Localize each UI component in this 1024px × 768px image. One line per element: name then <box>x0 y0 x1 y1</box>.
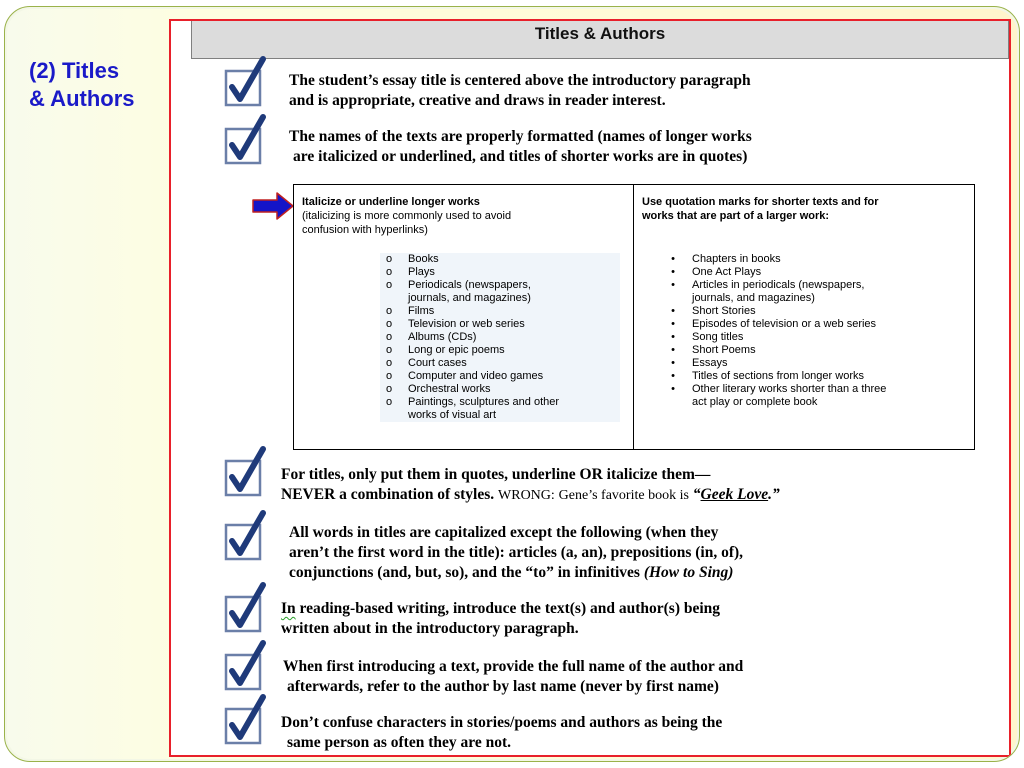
list-item-text: Periodicals (newspapers, <box>408 279 531 291</box>
rule-4 <box>289 523 743 583</box>
list-item-text: Short Stories <box>692 305 756 317</box>
list-item-text: Television or web series <box>408 318 525 330</box>
checkbox-checked-icon <box>223 445 267 499</box>
list-item <box>380 305 620 318</box>
rule-3-line-1: For titles, only put them in quotes, underline OR italicize them— <box>281 466 711 483</box>
checkbox-checked-icon <box>223 509 267 563</box>
list-bullet: • <box>671 370 675 382</box>
list-bullet: o <box>385 383 393 395</box>
list-item-text: Plays <box>408 266 435 278</box>
list-item-text: Computer and video games <box>408 370 544 382</box>
list-item-text: Books <box>408 253 439 265</box>
slide-frame <box>4 6 1020 762</box>
slide-title <box>29 57 169 113</box>
list-item <box>380 292 620 305</box>
list-item <box>664 266 964 279</box>
rule-3-book-title: Geek Love <box>700 486 769 503</box>
list-item-text: Albums (CDs) <box>408 331 477 343</box>
list-item <box>380 344 620 357</box>
list-bullet: • <box>671 344 675 356</box>
list-bullet: o <box>385 357 393 369</box>
rule-6 <box>283 657 743 697</box>
list-bullet: o <box>385 253 393 265</box>
rule-7-line-2: same person as often they are not. <box>287 734 512 751</box>
table-left-note-line-1: (italicizing is more commonly used to avoid <box>302 210 512 222</box>
longer-works-list <box>380 253 620 422</box>
table-left-heading-title: Italicize or underline longer works <box>302 196 480 208</box>
list-item-text: Other literary works shorter than a three <box>692 383 887 395</box>
list-item <box>664 331 964 344</box>
checkbox-checked-icon <box>223 113 267 167</box>
table-left-note-line-2: confusion with hyperlinks) <box>302 224 428 236</box>
title-format-table <box>293 184 975 450</box>
slide-title-line-2: & Authors <box>29 86 135 111</box>
list-item <box>664 357 964 370</box>
list-item <box>664 370 964 383</box>
checkbox-checked-icon <box>223 639 267 693</box>
list-item <box>664 279 964 292</box>
list-item-text: Titles of sections from longer works <box>692 370 864 382</box>
rule-5-first-word: In <box>281 600 296 617</box>
list-item-text: works of visual art <box>408 409 497 421</box>
list-item <box>380 279 620 292</box>
list-bullet: o <box>385 305 393 317</box>
rule-5-line-2: written about in the introductory paragraph. <box>281 620 579 637</box>
rule-1-line-1: The student’s essay title is centered above the introductory paragraph <box>289 72 751 89</box>
table-right-heading <box>642 195 879 223</box>
list-item <box>380 409 620 422</box>
list-item-text: Song titles <box>692 331 744 343</box>
rule-5-line-1-rest: reading-based writing, introduce the text(s) and author(s) being <box>295 600 721 617</box>
list-item <box>664 318 964 331</box>
list-item-text: journals, and magazines) <box>692 292 815 304</box>
list-bullet: o <box>385 266 393 278</box>
rule-4-example: (How to Sing) <box>643 564 734 581</box>
document-header: Titles & Authors <box>191 21 1009 59</box>
list-item <box>380 266 620 279</box>
list-item <box>380 396 620 409</box>
rule-1-line-2: and is appropriate, creative and draws in reader interest. <box>289 92 666 109</box>
list-item <box>664 396 964 409</box>
list-bullet: • <box>671 279 675 291</box>
rule-3-example-text: Gene’s favorite book is <box>558 488 689 503</box>
list-item-text: journals, and magazines) <box>408 292 531 304</box>
list-item <box>380 253 620 266</box>
list-bullet: o <box>385 396 393 408</box>
list-bullet: o <box>385 318 393 330</box>
rule-4-line-2: aren’t the first word in the title): articles (a, an), prepositions (in, of), <box>289 544 744 561</box>
checkbox-checked-icon <box>223 55 267 109</box>
rule-3-open-quote: “ <box>692 486 701 503</box>
shorter-works-list <box>664 253 964 409</box>
table-divider <box>633 185 634 449</box>
list-item-text: One Act Plays <box>692 266 762 278</box>
rule-4-line-3-text: conjunctions (and, but, so), and the “to” in infinitives <box>289 564 640 581</box>
table-left-heading <box>302 195 511 237</box>
rule-6-line-1: When first introducing a text, provide the full name of the author and <box>283 658 744 675</box>
list-item-text: Short Poems <box>692 344 756 356</box>
list-item-text: Articles in periodicals (newspapers, <box>692 279 865 291</box>
checkbox-checked-icon <box>223 693 267 747</box>
rule-5-line-1 <box>281 599 720 619</box>
table-right-heading-line-2: works that are part of a larger work: <box>642 210 830 222</box>
list-bullet: • <box>671 253 675 265</box>
rule-2-line-2: are italicized or underlined, and titles of shorter works are in quotes) <box>293 148 748 165</box>
rule-6-line-2: afterwards, refer to the author by last name (never by first name) <box>287 678 719 695</box>
rule-2 <box>289 127 752 167</box>
list-item <box>380 383 620 396</box>
rule-5 <box>281 599 720 639</box>
list-item-text: Long or epic poems <box>408 344 505 356</box>
list-item-text: Paintings, sculptures and other <box>408 396 560 408</box>
list-bullet: • <box>671 266 675 278</box>
rule-3-close-quote: .” <box>768 486 780 503</box>
rule-2-line-1: The names of the texts are properly formatted (names of longer works <box>289 128 752 145</box>
list-bullet: • <box>671 318 675 330</box>
list-item <box>380 318 620 331</box>
list-item <box>664 305 964 318</box>
rule-1 <box>289 71 751 111</box>
list-item <box>664 253 964 266</box>
document-panel <box>169 19 1011 757</box>
list-item-text: Films <box>408 305 435 317</box>
checkbox-checked-icon <box>223 581 267 635</box>
rule-3 <box>281 465 780 506</box>
rule-3-never-text: NEVER a combination of styles. <box>281 486 495 503</box>
list-item-text: Essays <box>692 357 728 369</box>
list-bullet: o <box>385 344 393 356</box>
list-item-text: Chapters in books <box>692 253 781 265</box>
rule-3-wrong-label: WRONG: <box>498 488 555 503</box>
list-item <box>380 357 620 370</box>
list-item-text: Episodes of television or a web series <box>692 318 877 330</box>
rule-4-line-1: All words in titles are capitalized except the following (when they <box>289 524 719 541</box>
list-bullet: • <box>671 383 675 395</box>
list-item <box>380 370 620 383</box>
list-item <box>664 344 964 357</box>
slide-title-line-1: (2) Titles <box>29 58 120 83</box>
list-bullet: o <box>385 370 393 382</box>
list-item-text: Orchestral works <box>408 383 491 395</box>
list-item <box>380 331 620 344</box>
list-bullet: • <box>671 305 675 317</box>
arrow-right-icon <box>251 191 295 221</box>
list-bullet: o <box>385 331 393 343</box>
list-item-text: act play or complete book <box>692 396 818 408</box>
rule-4-line-3 <box>289 563 743 583</box>
list-item-text: Court cases <box>408 357 467 369</box>
list-bullet: o <box>385 279 393 291</box>
rule-7-line-1: Don’t confuse characters in stories/poems and authors as being the <box>281 714 723 731</box>
rule-7 <box>281 713 722 753</box>
list-bullet: • <box>671 357 675 369</box>
table-right-heading-line-1: Use quotation marks for shorter texts and for <box>642 196 879 208</box>
list-item <box>664 292 964 305</box>
list-item <box>664 383 964 396</box>
list-bullet: • <box>671 331 675 343</box>
rule-3-line-2 <box>281 485 780 506</box>
